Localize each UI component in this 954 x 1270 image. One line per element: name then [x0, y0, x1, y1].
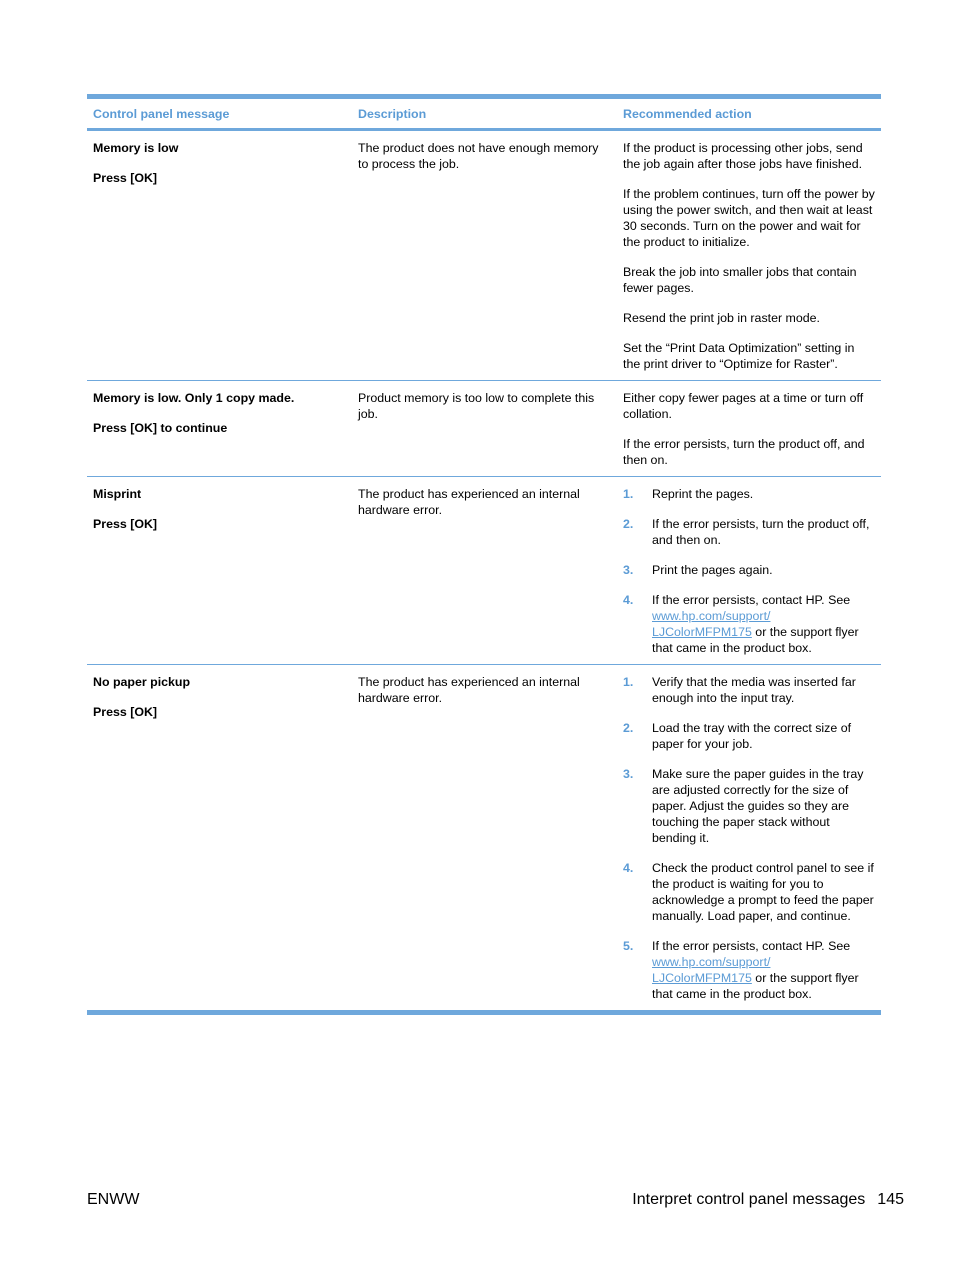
step-text-with-link: [652, 592, 875, 656]
description-cell: Product memory is too low to complete this job.: [358, 391, 595, 421]
message-text: Misprint: [93, 487, 142, 501]
step-text: Check the product control panel to see if the product is waiting for you to acknowledge a prompt to feed the paper manually. Load paper, and continue.: [652, 861, 874, 923]
step-number: 5.: [623, 939, 634, 953]
table-row-memory-is-low: [87, 131, 881, 381]
support-link-part2[interactable]: LJColorMFPM175: [652, 971, 752, 985]
step-number: 3.: [623, 563, 634, 577]
table-header-row: [87, 99, 881, 128]
action-paragraph: If the product is processing other jobs, send the job again after those jobs have finished.: [623, 141, 863, 171]
step-text: If the error persists, turn the product off, and then on.: [652, 517, 870, 547]
table-bottom-rule: [87, 1010, 881, 1015]
step-text: Make sure the paper guides in the tray are adjusted correctly for the size of paper. Adjust the guides so they are touching the paper stack without bending it.: [652, 767, 864, 845]
step-number: 1.: [623, 675, 634, 689]
step-text: If the error persists, contact HP. See: [652, 593, 851, 607]
message-instruction: Press [OK] to continue: [93, 421, 228, 435]
footer-section-title: Interpret control panel messages: [632, 1191, 866, 1208]
step-text-with-link: [652, 938, 875, 1002]
message-cell: [87, 131, 352, 380]
step-number: 4.: [623, 593, 634, 607]
control-panel-messages-table: [87, 94, 881, 1015]
header-description: Description: [358, 106, 427, 121]
message-instruction: Press [OK]: [93, 171, 158, 185]
table-row-misprint: [87, 477, 881, 665]
message-cell: [87, 381, 352, 476]
message-text: No paper pickup: [93, 675, 191, 689]
support-link-part1[interactable]: www.hp.com/support/: [652, 609, 771, 623]
step-text-after: or the support flyer that came in the product box.: [652, 971, 859, 1001]
message-instruction: Press [OK]: [93, 705, 158, 719]
message-cell: [87, 477, 352, 664]
step-number: 4.: [623, 861, 634, 875]
action-step: [623, 592, 875, 656]
description-cell: The product has experienced an internal hardware error.: [358, 487, 580, 517]
step-text-after: or the support flyer that came in the product box.: [652, 625, 859, 655]
action-step: [623, 766, 875, 846]
message-text: Memory is low. Only 1 copy made.: [93, 391, 295, 405]
header-recommended-action: Recommended action: [623, 106, 752, 121]
action-step: [623, 516, 875, 548]
step-text: If the error persists, contact HP. See: [652, 939, 851, 953]
step-text: Reprint the pages.: [652, 487, 754, 501]
action-step: [623, 674, 875, 706]
action-step: [623, 938, 875, 1002]
support-link-part1[interactable]: www.hp.com/support/: [652, 955, 771, 969]
action-paragraph: If the error persists, turn the product off, and then on.: [623, 437, 865, 467]
step-text: Verify that the media was inserted far enough into the input tray.: [652, 675, 856, 705]
support-link-part2[interactable]: LJColorMFPM175: [652, 625, 752, 639]
action-step: [623, 562, 875, 578]
action-paragraph: Set the “Print Data Optimization” setting in the print driver to “Optimize for Raster”.: [623, 341, 855, 371]
footer-section-page: [632, 1192, 904, 1208]
action-paragraph: Either copy fewer pages at a time or turn off collation.: [623, 391, 864, 421]
action-paragraph: Resend the print job in raster mode.: [623, 311, 820, 325]
table-row-memory-low-one-copy: [87, 381, 881, 477]
footer-enww: ENWW: [87, 1191, 140, 1208]
step-number: 2.: [623, 721, 634, 735]
step-number: 2.: [623, 517, 634, 531]
action-cell: [617, 665, 881, 1010]
header-control-panel-message: Control panel message: [93, 106, 230, 121]
action-paragraph: If the problem continues, turn off the power by using the power switch, and then wait at least 30 seconds. Turn on the power and wait for the product to initialize.: [623, 187, 875, 249]
description-cell: The product does not have enough memory to process the job.: [358, 141, 599, 171]
action-cell: [617, 477, 881, 664]
page-number: 145: [877, 1191, 904, 1208]
action-paragraph: Break the job into smaller jobs that contain fewer pages.: [623, 265, 857, 295]
message-cell: [87, 665, 352, 1010]
message-text: Memory is low: [93, 141, 179, 155]
step-text: Print the pages again.: [652, 563, 773, 577]
step-number: 3.: [623, 767, 634, 781]
message-instruction: Press [OK]: [93, 517, 158, 531]
action-step: [623, 860, 875, 924]
step-text: Load the tray with the correct size of paper for your job.: [652, 721, 852, 751]
step-number: 1.: [623, 487, 634, 501]
action-cell: [617, 131, 881, 380]
action-step: [623, 486, 875, 502]
action-step: [623, 720, 875, 752]
table-row-no-paper-pickup: [87, 665, 881, 1010]
description-cell: The product has experienced an internal hardware error.: [358, 675, 580, 705]
action-cell: [617, 381, 881, 476]
